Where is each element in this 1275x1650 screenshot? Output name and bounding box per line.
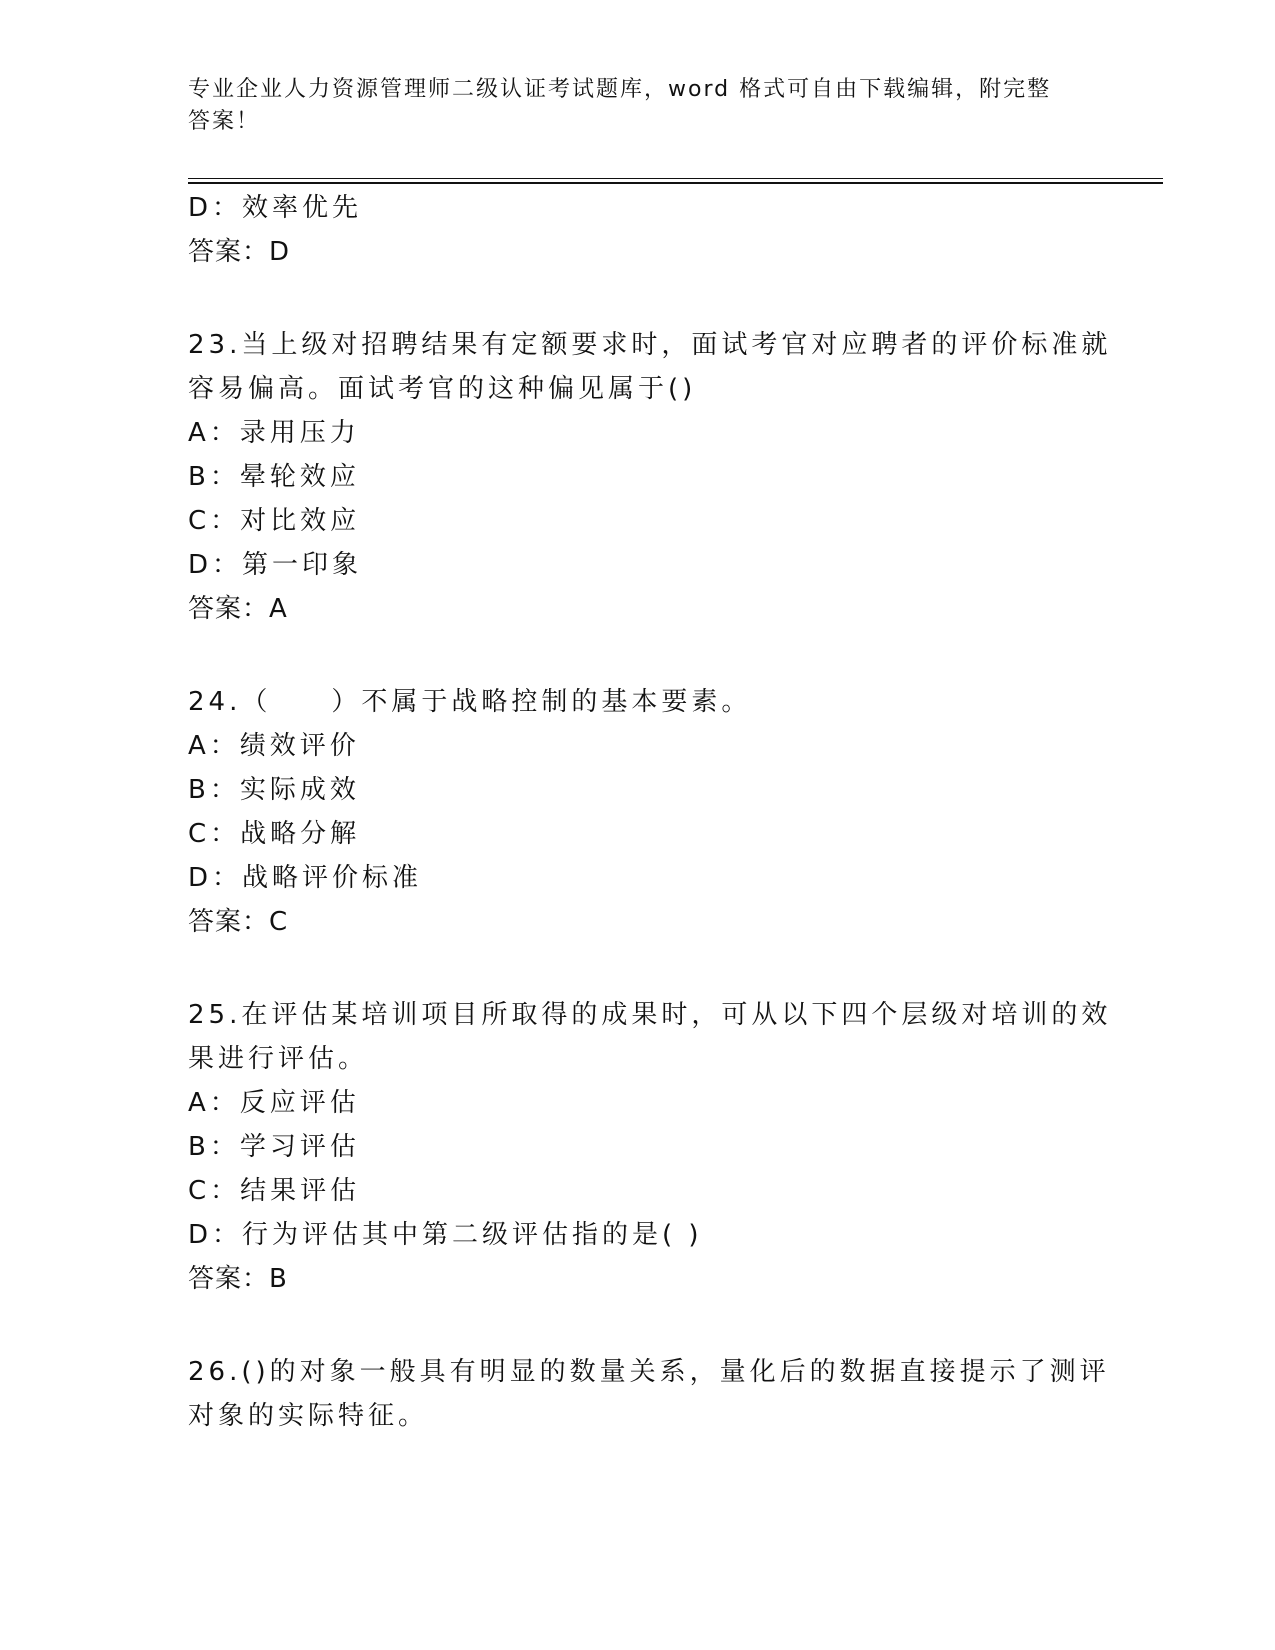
- header-line-1: 专业企业人力资源管理师二级认证考试题库，word 格式可自由下载编辑，附完整: [188, 77, 1052, 102]
- header-divider-thick: [188, 182, 1163, 184]
- q23-stem-line-2: 容易偏高。面试考官的这种偏见属于(): [188, 374, 697, 404]
- q23-option-a: A：录用压力: [188, 418, 360, 448]
- q25-option-c: C：结果评估: [188, 1176, 361, 1206]
- q24-option-b: B：实际成效: [188, 775, 360, 805]
- page-header: [188, 74, 1088, 138]
- q23-option-d: D：第一印象: [188, 550, 363, 580]
- q25-stem-line-1: 25.在评估某培训项目所取得的成果时，可从以下四个层级对培训的效: [188, 1000, 1112, 1030]
- q24-option-c: C：战略分解: [188, 819, 361, 849]
- q26-stem-line-2: 对象的实际特征。: [188, 1401, 429, 1431]
- q23-stem-line-1: 23.当上级对招聘结果有定额要求时，面试考官对应聘者的评价标准就: [188, 330, 1112, 360]
- q25-stem-line-2: 果进行评估。: [188, 1044, 369, 1074]
- header-line-2: 答案！: [188, 109, 261, 134]
- q25-answer: 答案：B: [188, 1264, 288, 1294]
- q23-option-b: B：晕轮效应: [188, 462, 360, 492]
- q24-answer: 答案：C: [188, 907, 289, 937]
- q25-option-a: A：反应评估: [188, 1088, 360, 1118]
- q23-option-c: C：对比效应: [188, 506, 361, 536]
- q25-option-b: B：学习评估: [188, 1132, 360, 1162]
- q24-option-a: A：绩效评价: [188, 731, 360, 761]
- q22-answer: 答案：D: [188, 237, 291, 267]
- q25-option-d: D：行为评估其中第二级评估指的是( ): [188, 1220, 703, 1250]
- header-divider-thin: [188, 178, 1163, 179]
- q24-stem-line-1: 24.（ ）不属于战略控制的基本要素。: [188, 687, 752, 717]
- q24-option-d: D：战略评价标准: [188, 863, 423, 893]
- q26-stem-line-1: 26.()的对象一般具有明显的数量关系，量化后的数据直接提示了测评: [188, 1357, 1110, 1387]
- q23-answer: 答案：A: [188, 594, 288, 624]
- q22-option-d: D：效率优先: [188, 193, 363, 223]
